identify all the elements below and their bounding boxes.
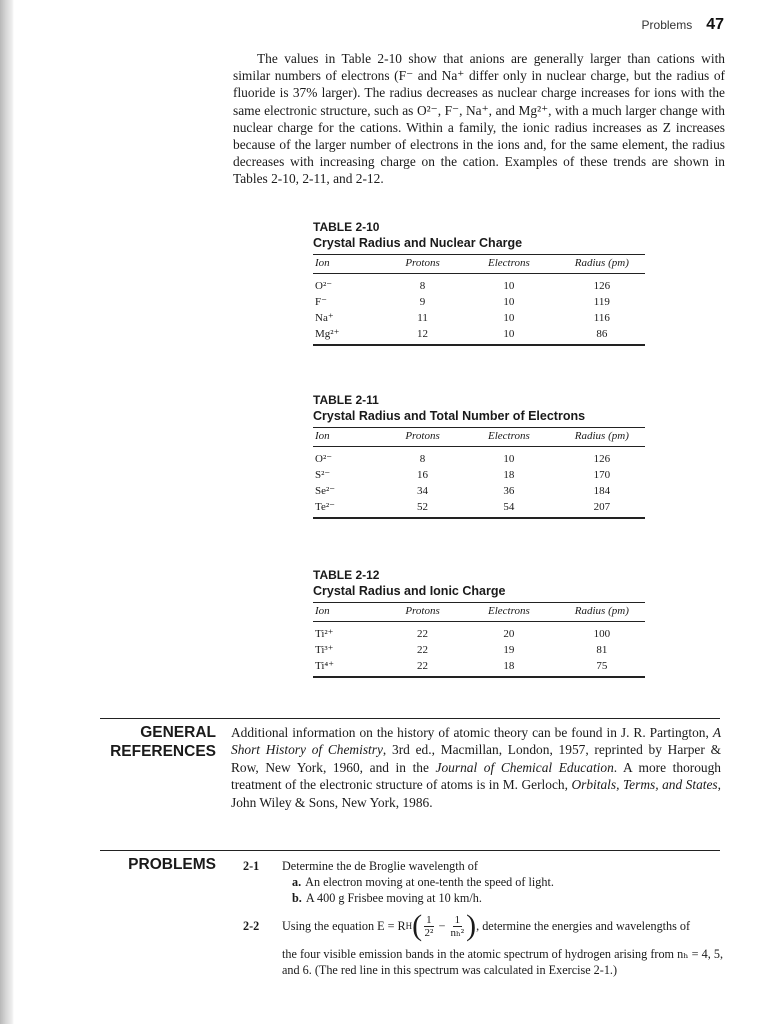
running-head xyxy=(642,16,724,34)
cell-electrons: 10 xyxy=(503,296,515,308)
cell-radius: 170 xyxy=(593,469,611,481)
cell-electrons: 20 xyxy=(503,628,515,640)
problem-number: 2-2 xyxy=(243,919,260,933)
ref-journal-title: Journal of Chemical Education xyxy=(435,759,614,775)
scan-binding-shadow xyxy=(0,0,14,1024)
ref-text-part: Additional information on the history of atomic theory can be found in J. R. Partington, xyxy=(231,725,713,740)
cell-ion: Te²⁻ xyxy=(313,499,386,518)
numerator: 1 xyxy=(454,913,461,926)
cell-radius: 86 xyxy=(559,326,645,345)
column-header: Ion xyxy=(313,428,386,447)
heading-line: REFERENCES xyxy=(110,743,216,760)
cell-protons: 22 xyxy=(417,628,429,640)
problem-part xyxy=(282,890,723,906)
body-paragraph: The values in Table 2-10 show that anions are generally larger than cations with similar numbers of electrons (F⁻ and Na⁺ differ only in nuclear charge, but the radius of fluoride is 37% larger). The radius decreases as nuclear charge increases for ions with the same electronic structure, such as O²⁻, F⁻, Na⁺, and Mg²⁺, with a much larger change with nuclear charge for the cations. Within a family, the ionic radius increases as Z increases because of the larger number of electrons in the ions and, for the same element, the radius decreases with increasing charge on the cation. Examples of these trends are shown in Tables 2-10, 2-11, and 2-12. xyxy=(233,51,725,187)
page-number: 47 xyxy=(706,16,724,33)
table-row xyxy=(313,642,645,658)
cell-ion: Ti²⁺ xyxy=(315,628,334,640)
table-2-12 xyxy=(313,568,645,678)
column-header: Electrons xyxy=(459,255,559,274)
heading-line: PROBLEMS xyxy=(128,856,216,873)
cell-electrons: 19 xyxy=(503,644,515,656)
table-row xyxy=(313,622,645,643)
equation-lead: Using the equation E = R xyxy=(282,919,406,933)
cell-protons: 22 xyxy=(386,658,459,677)
running-head-section: Problems xyxy=(641,18,693,32)
table-row xyxy=(313,499,645,518)
numerator: 1 xyxy=(426,913,432,926)
cell-protons: 12 xyxy=(386,326,459,345)
problem-2-2 xyxy=(243,906,723,978)
denominator: nₕ² xyxy=(450,926,465,939)
section-rule xyxy=(100,850,720,851)
fraction xyxy=(451,914,465,939)
ref-text-part: , John Wiley & Sons, New York, 1986. xyxy=(231,777,722,810)
table-row xyxy=(313,274,645,295)
table-row xyxy=(313,447,645,468)
cell-radius: 184 xyxy=(593,485,611,497)
equation-subscript: H xyxy=(405,921,413,931)
ref-text-part: . A more thorough treatment of the electronic structure of atoms is in M. Gerloch, xyxy=(231,759,722,793)
cell-protons: 52 xyxy=(386,499,459,518)
cell-ion: Ti³⁺ xyxy=(315,644,334,656)
table-row xyxy=(313,310,645,326)
table-title: Crystal Radius and Total Number of Electrons xyxy=(313,409,586,423)
ref-book-title: A Short History of Chemistry xyxy=(231,725,721,758)
cell-electrons: 36 xyxy=(503,485,515,497)
cell-ion: Se²⁻ xyxy=(315,485,336,497)
ref-text-part: , 3rd ed., Macmillan, London, 1957, reprinted by Harper & Row, New York, 1960, and in the xyxy=(231,742,721,775)
table-row xyxy=(313,658,645,677)
table-row xyxy=(313,483,645,499)
data-table xyxy=(313,427,645,519)
cell-protons: 22 xyxy=(417,644,429,656)
column-header: Radius (pm) xyxy=(559,255,645,274)
table-row xyxy=(313,326,645,345)
cell-radius: 126 xyxy=(593,453,611,465)
data-table xyxy=(313,254,645,346)
cell-radius: 126 xyxy=(593,280,611,292)
problem-part xyxy=(282,874,723,890)
table-row xyxy=(313,294,645,310)
table-label: TABLE 2-10 xyxy=(313,220,380,234)
cell-ion: Ti⁴⁺ xyxy=(313,658,386,677)
general-references-heading xyxy=(110,723,216,761)
table-2-10 xyxy=(313,220,645,346)
cell-radius: 81 xyxy=(596,644,608,656)
column-header: Protons xyxy=(386,255,459,274)
cell-electrons: 18 xyxy=(459,658,559,677)
column-header: Protons xyxy=(386,428,459,447)
part-text: A 400 g Frisbee moving at 10 km/h. xyxy=(305,891,482,905)
column-header: Protons xyxy=(386,603,459,622)
column-header: Radius (pm) xyxy=(559,428,645,447)
cell-radius: 207 xyxy=(559,499,645,518)
cell-radius: 116 xyxy=(593,312,610,324)
problem-2-1 xyxy=(243,858,723,906)
table-label: TABLE 2-11 xyxy=(313,393,379,407)
problem-number: 2-1 xyxy=(243,859,260,873)
cell-electrons: 54 xyxy=(459,499,559,518)
cell-protons: 8 xyxy=(419,280,426,292)
rydberg-equation-line xyxy=(282,906,723,946)
part-letter: b. xyxy=(292,891,302,905)
problem-text: Determine the de Broglie wavelength of xyxy=(282,859,478,873)
cell-ion: F⁻ xyxy=(315,296,327,308)
cell-radius: 119 xyxy=(593,296,610,308)
cell-electrons: 10 xyxy=(503,280,515,292)
left-paren: ( xyxy=(412,909,423,942)
problems-heading xyxy=(128,855,216,874)
cell-ion: Mg²⁺ xyxy=(313,326,386,345)
cell-electrons: 10 xyxy=(503,312,515,324)
heading-line: GENERAL xyxy=(140,724,216,741)
cell-electrons: 10 xyxy=(459,326,559,345)
right-paren: ) xyxy=(466,909,477,942)
table-2-11 xyxy=(313,393,645,519)
part-text: An electron moving at one-tenth the speed of light. xyxy=(305,875,554,889)
cell-protons: 11 xyxy=(417,312,428,324)
cell-radius: 100 xyxy=(593,628,611,640)
equation-after: , determine the energies and wavelengths of xyxy=(476,919,691,933)
minus-sign: − xyxy=(438,919,446,933)
cell-protons: 8 xyxy=(419,453,426,465)
cell-protons: 34 xyxy=(417,485,429,497)
cell-radius: 75 xyxy=(559,658,645,677)
cell-electrons: 10 xyxy=(503,453,515,465)
cell-ion: O²⁻ xyxy=(315,280,333,292)
ref-book-title: Orbitals, Terms, and States xyxy=(571,777,718,793)
cell-ion: O²⁻ xyxy=(315,453,333,465)
cell-electrons: 18 xyxy=(503,469,515,481)
cell-ion: S²⁻ xyxy=(315,469,331,481)
general-references-text xyxy=(231,724,721,811)
column-header: Radius (pm) xyxy=(559,603,645,622)
table-label: TABLE 2-12 xyxy=(313,568,380,582)
table-row xyxy=(313,467,645,483)
fraction xyxy=(424,914,434,939)
data-table xyxy=(313,602,645,678)
table-title: Crystal Radius and Nuclear Charge xyxy=(313,236,523,250)
column-header: Ion xyxy=(313,255,386,274)
cell-ion: Na⁺ xyxy=(315,312,334,324)
cell-protons: 9 xyxy=(419,296,426,308)
section-rule xyxy=(100,718,720,719)
cell-protons: 16 xyxy=(417,469,429,481)
column-header: Ion xyxy=(313,603,386,622)
table-title: Crystal Radius and Ionic Charge xyxy=(313,584,506,598)
problem-text: the four visible emission bands in the atomic spectrum of hydrogen arising from nₕ = 4, 5, and 6. (The red line in this spectrum was calculated in Exercise 2-1.) xyxy=(282,947,723,977)
denominator: 2² xyxy=(424,926,434,939)
column-header: Electrons xyxy=(459,428,559,447)
part-letter: a. xyxy=(292,875,302,889)
column-header: Electrons xyxy=(459,603,559,622)
